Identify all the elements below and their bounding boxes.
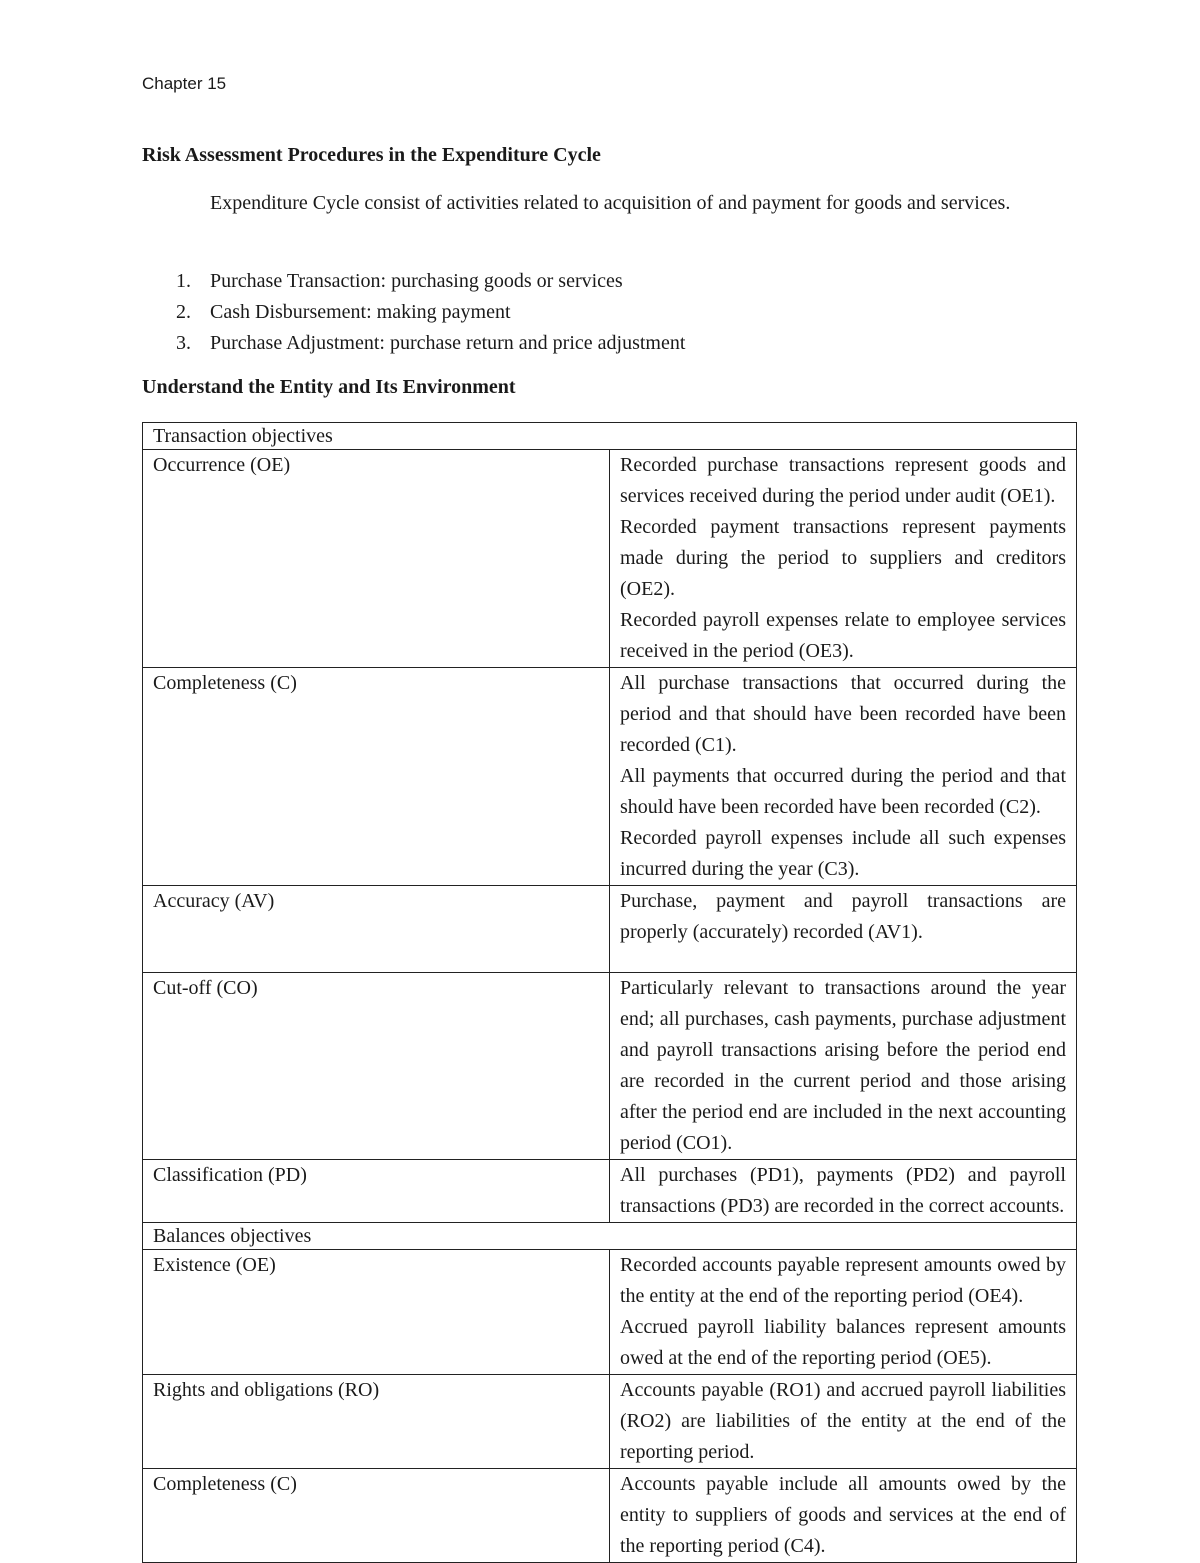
table-row xyxy=(143,450,1077,668)
table-row xyxy=(143,668,1077,886)
objective-text: Accounts payable (RO1) and accrued payroll liabilities (RO2) are liabilities of the entity at the end of the reporting period. xyxy=(620,1379,1066,1463)
list-item xyxy=(142,266,685,297)
row-description xyxy=(610,1160,1077,1223)
objective-text: Recorded payroll expenses relate to employee services received in the period (OE3). xyxy=(620,609,1066,662)
row-description xyxy=(610,450,1077,668)
table-row xyxy=(143,1160,1077,1223)
list-item xyxy=(142,297,685,328)
table-section-row xyxy=(143,1223,1077,1250)
objective-text: Accrued payroll liability balances represent amounts owed at the end of the reporting period (OE5). xyxy=(620,1316,1066,1369)
row-label: Classification (PD) xyxy=(143,1160,610,1223)
table-row xyxy=(143,1250,1077,1375)
table-row xyxy=(143,886,1077,973)
list-number: 2. xyxy=(176,301,191,323)
list-number: 1. xyxy=(176,270,191,292)
list-text: Purchase Adjustment: purchase return and price adjustment xyxy=(210,332,686,354)
row-label: Completeness (C) xyxy=(143,1469,610,1563)
page-title: Risk Assessment Procedures in the Expenditure Cycle xyxy=(142,144,601,166)
row-label: Completeness (C) xyxy=(143,668,610,886)
row-label: Rights and obligations (RO) xyxy=(143,1375,610,1469)
list-item xyxy=(142,328,685,359)
row-label: Existence (OE) xyxy=(143,1250,610,1375)
objective-text: All purchase transactions that occurred during the period and that should have been recorded have been recorded (C1). xyxy=(620,672,1066,756)
row-description xyxy=(610,1250,1077,1375)
row-description xyxy=(610,1469,1077,1563)
list-number: 3. xyxy=(176,332,191,354)
row-label: Occurrence (OE) xyxy=(143,450,610,668)
transaction-objectives-header: Transaction objectives xyxy=(143,423,1077,450)
objective-text: Recorded payroll expenses include all such expenses incurred during the year (C3). xyxy=(620,827,1066,880)
objective-text: Recorded purchase transactions represent goods and services received during the period under audit (OE1). xyxy=(620,454,1066,507)
objective-text: All payments that occurred during the period and that should have been recorded have been recorded (C2). xyxy=(620,765,1066,818)
table-section-row xyxy=(143,423,1077,450)
cycle-list xyxy=(142,266,685,359)
row-description xyxy=(610,668,1077,886)
objective-text: Purchase, payment and payroll transactions are properly (accurately) recorded (AV1). xyxy=(620,890,1066,943)
section-heading: Understand the Entity and Its Environment xyxy=(142,376,516,398)
objective-text: Recorded accounts payable represent amounts owed by the entity at the end of the reporting period (OE4). xyxy=(620,1254,1066,1307)
intro-paragraph: Expenditure Cycle consist of activities related to acquisition of and payment for goods and services. xyxy=(210,192,1011,214)
table-row xyxy=(143,1375,1077,1469)
list-text: Cash Disbursement: making payment xyxy=(210,301,511,323)
row-description xyxy=(610,973,1077,1160)
objective-text: Accounts payable include all amounts owed by the entity to suppliers of goods and services at the end of the reporting period (C4). xyxy=(620,1473,1066,1557)
objectives-table xyxy=(142,422,1077,1563)
objective-text: Recorded payment transactions represent payments made during the period to suppliers and creditors (OE2). xyxy=(620,516,1066,600)
row-description xyxy=(610,886,1077,973)
row-label: Cut-off (CO) xyxy=(143,973,610,1160)
list-text: Purchase Transaction: purchasing goods or services xyxy=(210,270,623,292)
table-row xyxy=(143,1469,1077,1563)
row-description xyxy=(610,1375,1077,1469)
objective-text: All purchases (PD1), payments (PD2) and payroll transactions (PD3) are recorded in the correct accounts. xyxy=(620,1164,1066,1217)
balances-objectives-header: Balances objectives xyxy=(143,1223,1077,1250)
table-row xyxy=(143,973,1077,1160)
chapter-header: Chapter 15 xyxy=(142,74,227,93)
objective-text: Particularly relevant to transactions around the year end; all purchases, cash payments, purchase adjustment and payroll transactions arising before the period end are recorded in the current period and those arising after the period end are included in the next accounting period (CO1). xyxy=(620,977,1066,1154)
row-label: Accuracy (AV) xyxy=(143,886,610,973)
